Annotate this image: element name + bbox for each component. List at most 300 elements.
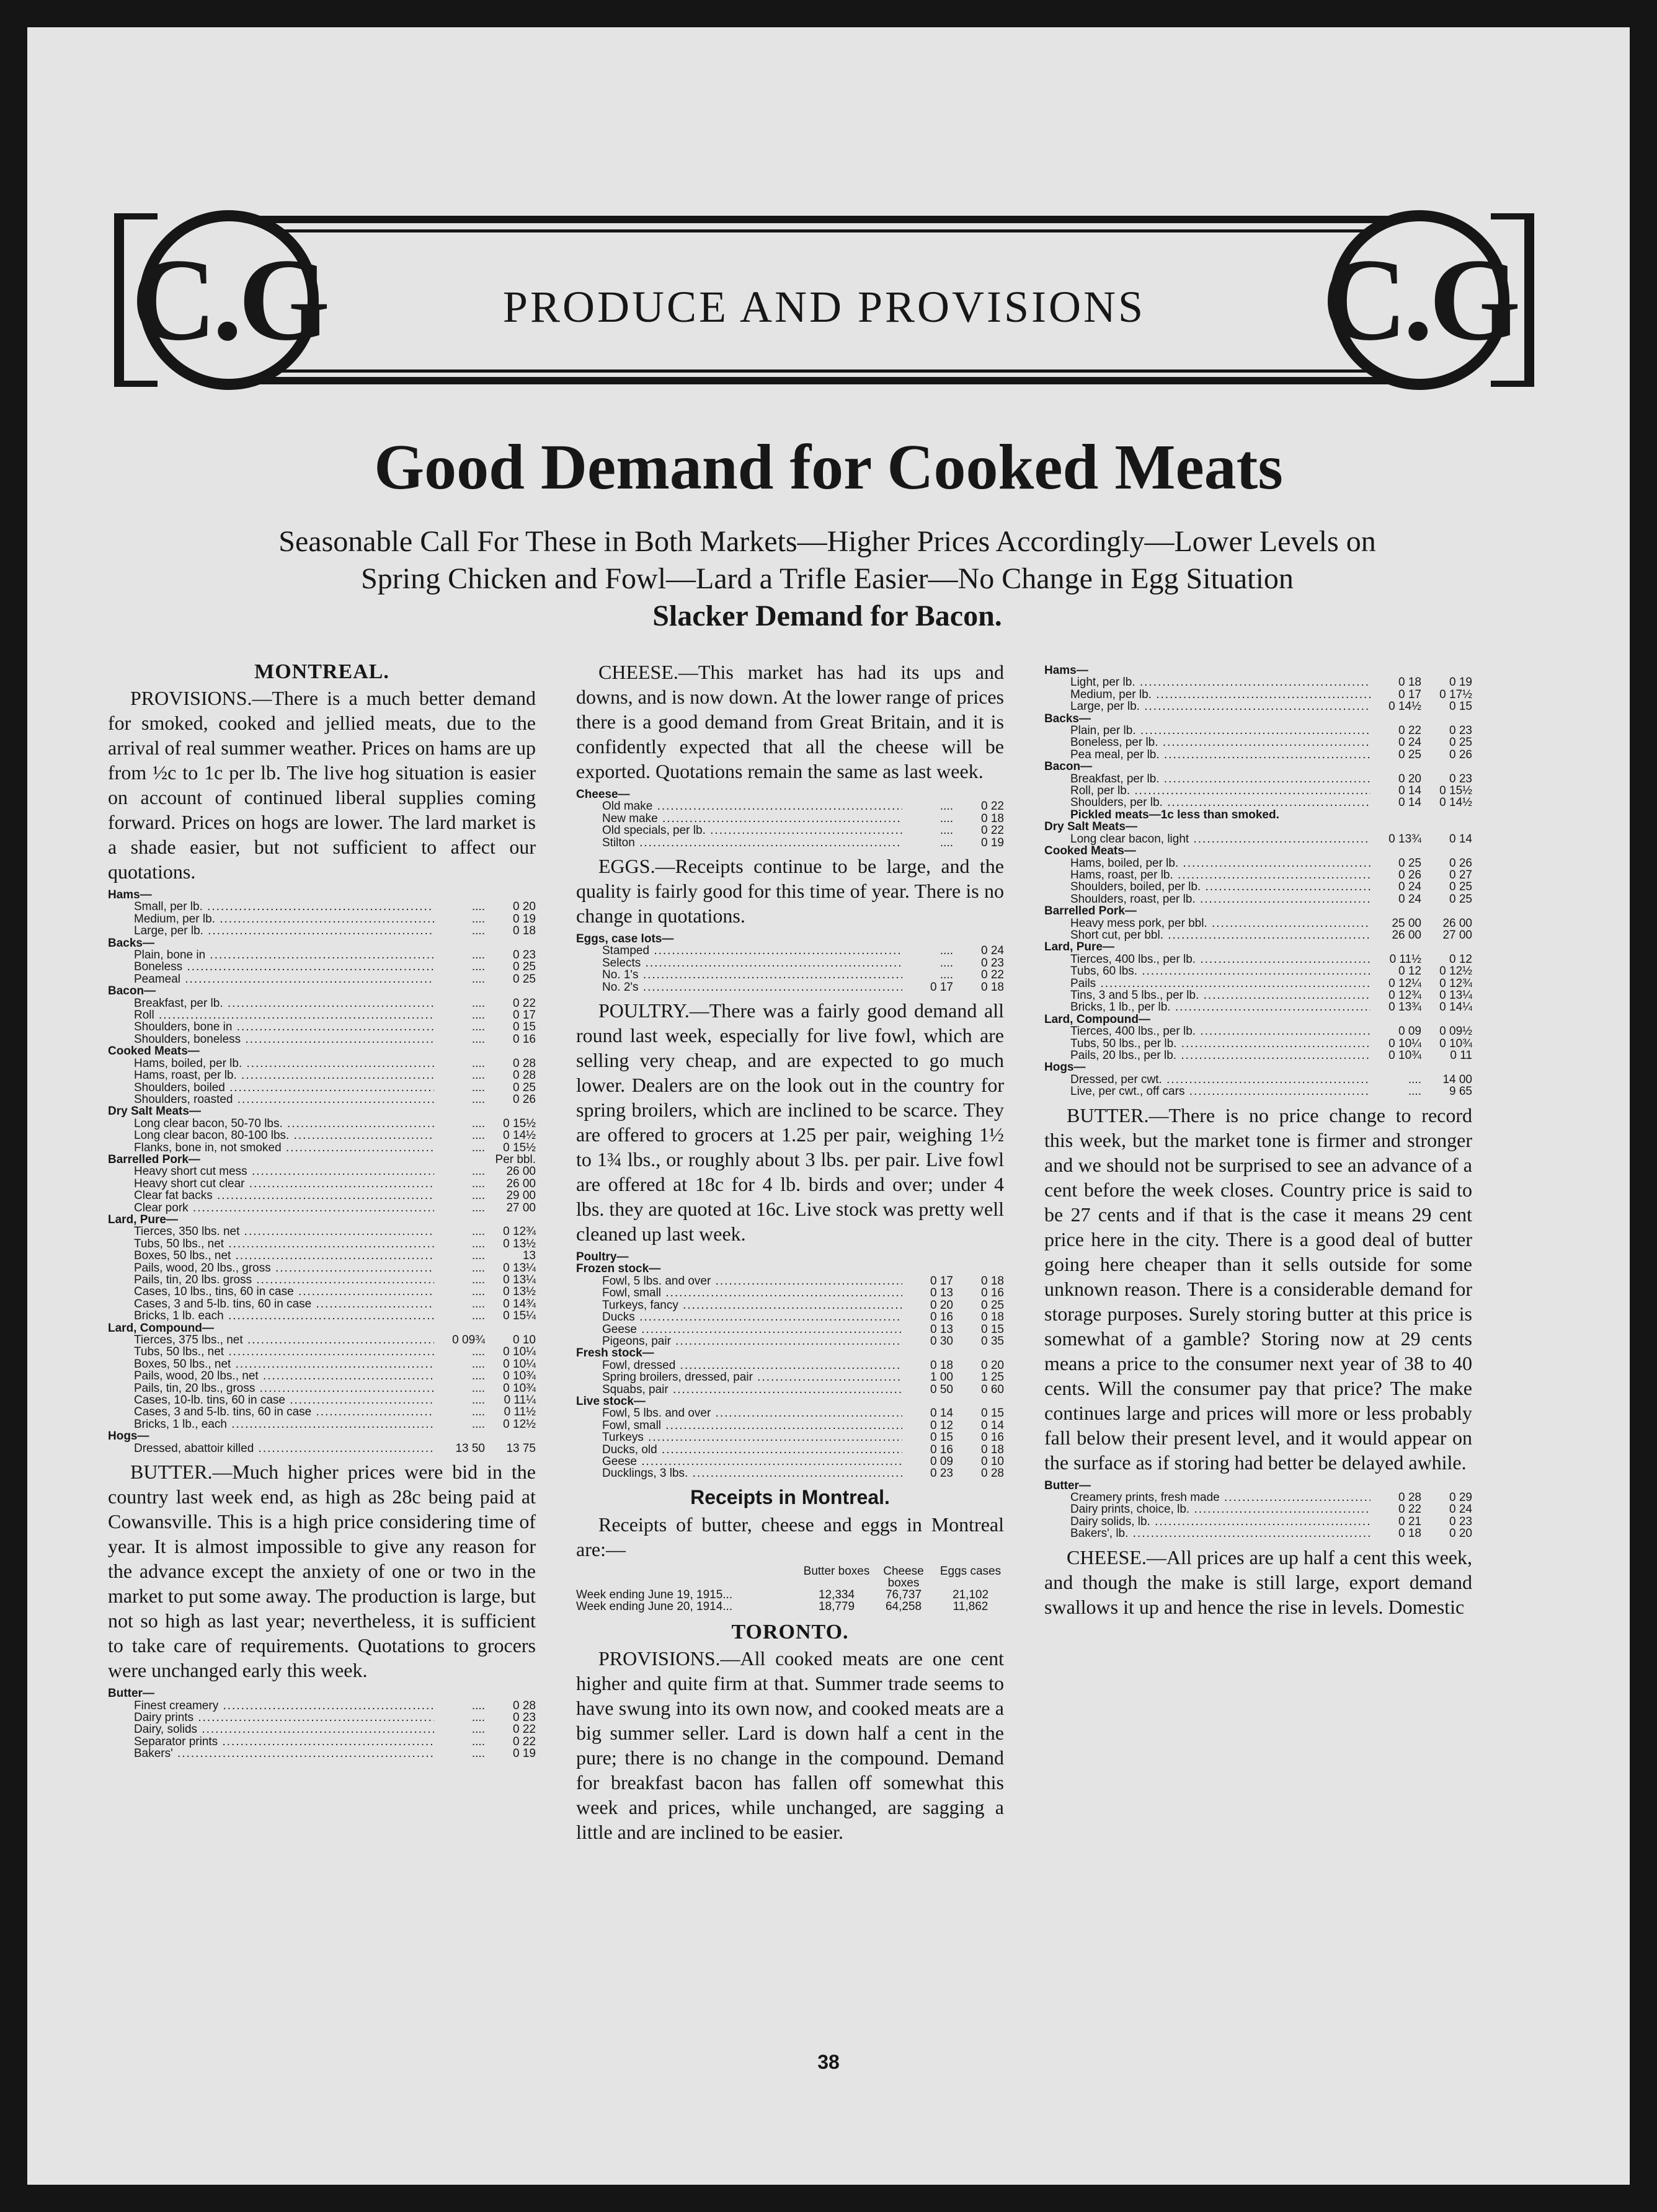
category-label: Fresh stock—	[576, 1347, 654, 1360]
price-high: 0 10¼	[503, 1357, 536, 1371]
table-row	[1044, 1086, 1472, 1097]
table-row	[1044, 1492, 1472, 1503]
item-name: Fowl, small .....	[576, 1420, 902, 1431]
category-label: Poultry—	[576, 1251, 629, 1263]
table-category-row	[1044, 1061, 1472, 1073]
table-row	[1044, 918, 1472, 929]
price-high: 0 28	[513, 1699, 536, 1712]
table-row	[1044, 1038, 1472, 1050]
table-row	[1044, 725, 1472, 737]
toronto-heading: TORONTO.	[731, 1620, 849, 1644]
price-high: 13 75	[506, 1441, 536, 1455]
table-row	[1044, 1074, 1472, 1086]
item-name: Bakers' .....	[108, 1748, 434, 1759]
item-name: Long clear bacon, 80-100 lbs. .....	[108, 1130, 434, 1141]
price-high: 0 10	[981, 1454, 1004, 1468]
category-label: Lard, Pure—	[1044, 941, 1114, 953]
price-high: 0 15	[981, 1407, 1004, 1420]
price-low: ....	[471, 1297, 485, 1311]
table-row	[108, 1118, 536, 1130]
price-low: 1 00	[930, 1371, 953, 1384]
item-name: Tubs, 50 lbs., per lb. .....	[1044, 1038, 1370, 1050]
item-name: Breakfast, per lb. .....	[1044, 773, 1370, 785]
item-name: Shoulders, bone in .....	[108, 1021, 434, 1033]
price-high: 0 25	[1449, 736, 1472, 750]
table-category-row	[108, 985, 536, 997]
price-high: 0 12¾	[503, 1225, 536, 1239]
price-high: 0 20	[1449, 1527, 1472, 1541]
category-label: Eggs, case lots—	[576, 933, 674, 945]
item-name: Tierces, 400 lbs., per lb. .....	[1044, 1025, 1370, 1037]
montreal-butter-text: BUTTER.—Much higher prices were bid in the country last week end, as high as 28c being paid at Cowansville. This is a high price considering time of year. It is almost impossible to give any reason for the advance except the anxiety of one or two in the market to put some away. The production is large, but not so high as last year; nevertheless, it is sufficient to take care of requirements. Quotations to grocers were unchanged early this week.	[108, 1461, 536, 1682]
price-low: ....	[471, 1357, 485, 1371]
table-row	[108, 913, 536, 925]
table-row	[576, 1311, 1004, 1323]
item-name: Bakers', lb. .....	[1044, 1528, 1370, 1539]
item-name: Hams, boiled, per lb. .....	[108, 1058, 434, 1069]
price-high: 0 60	[981, 1382, 1004, 1396]
price-high: 0 18	[981, 812, 1004, 825]
item-name: Shoulders, roasted .....	[108, 1094, 434, 1105]
category-label: Cooked Meats—	[1044, 845, 1136, 857]
price-low: 0 09	[930, 1454, 953, 1468]
price-high: 26 00	[506, 1177, 536, 1190]
table-category-row	[108, 937, 536, 949]
item-name: Tubs, 50 lbs., net .....	[108, 1346, 434, 1358]
montreal-butter-table	[108, 1688, 536, 1759]
table-category-row	[1044, 713, 1472, 725]
table-category-row	[108, 1430, 536, 1442]
category-label: Hogs—	[108, 1430, 149, 1443]
price-low: 0 12	[930, 1418, 953, 1432]
price-low: ....	[471, 1201, 485, 1214]
price-high: 0 11½	[504, 1405, 536, 1419]
table-row	[108, 1033, 536, 1045]
table-row	[576, 969, 1004, 981]
price-high: 26 00	[1442, 916, 1472, 930]
table-row	[108, 1069, 536, 1081]
receipts-cell: 12,334	[818, 1588, 855, 1601]
item-name: Clear pork .....	[108, 1202, 434, 1214]
item-name: New make .....	[576, 813, 902, 825]
table-row	[108, 961, 536, 973]
price-high: 0 18	[981, 1311, 1004, 1324]
table-category-row	[108, 1045, 536, 1057]
table-row	[1044, 797, 1472, 808]
price-high: 0 25	[513, 972, 536, 986]
item-name: Pails .....	[1044, 978, 1370, 989]
table-row	[576, 957, 1004, 969]
table-row	[1044, 1516, 1472, 1528]
price-high: 0 24	[981, 944, 1004, 958]
price-low: ....	[471, 900, 485, 914]
item-name: Pails, 20 lbs., per lb. .....	[1044, 1050, 1370, 1061]
table-row	[108, 1298, 536, 1310]
price-low: ....	[940, 956, 953, 970]
item-name: Fowl, 5 lbs. and over .....	[576, 1275, 902, 1287]
table-row	[1044, 929, 1472, 941]
price-high: 0 25	[513, 1081, 536, 1094]
price-low: ....	[471, 1747, 485, 1761]
table-row	[108, 1286, 536, 1298]
price-high: 0 22	[513, 1723, 536, 1736]
price-high: 9 65	[1449, 1085, 1472, 1099]
item-name: Heavy short cut mess .....	[108, 1166, 434, 1177]
price-low: 0 12¾	[1388, 988, 1421, 1002]
price-low: ....	[471, 1237, 485, 1250]
table-row	[1044, 965, 1472, 977]
price-low: 0 21	[1398, 1515, 1421, 1528]
table-row	[108, 1250, 536, 1262]
item-name: Tins, 3 and 5 lbs., per lb. .....	[1044, 989, 1370, 1001]
item-name: Large, per lb. .....	[108, 925, 434, 937]
table-row	[576, 1456, 1004, 1467]
price-high: 0 28	[513, 1056, 536, 1070]
price-high: 0 16	[513, 1032, 536, 1046]
table-row	[108, 1723, 536, 1735]
category-label: Hogs—	[1044, 1061, 1086, 1074]
column-2	[576, 660, 1004, 1844]
banner-end-left-foot	[114, 381, 158, 387]
item-name: Bricks, 1 lb., per lb. .....	[1044, 1001, 1370, 1013]
price-low: 0 12¼	[1388, 976, 1421, 990]
table-category-row	[1044, 1014, 1472, 1025]
table-category-row	[1044, 821, 1472, 833]
table-category-row	[576, 933, 1004, 945]
price-high: 0 22	[981, 968, 1004, 982]
item-name: Squabs, pair .....	[576, 1384, 902, 1396]
table-category-row	[108, 1688, 536, 1699]
category-label: Backs—	[1044, 712, 1091, 725]
price-high: 0 25	[1449, 892, 1472, 906]
price-low: ....	[471, 949, 485, 962]
receipts-row	[576, 1589, 1004, 1601]
item-name: Bricks, 1 lb., each .....	[108, 1418, 434, 1430]
table-row	[1044, 737, 1472, 748]
table-row	[108, 1190, 536, 1201]
banner-end-right	[1524, 213, 1534, 387]
item-name: Long clear bacon, light .....	[1044, 833, 1370, 845]
item-name: Dairy prints .....	[108, 1712, 434, 1723]
price-low: 0 14	[930, 1407, 953, 1420]
table-row	[576, 1384, 1004, 1396]
table-row	[108, 1736, 536, 1748]
table-row	[108, 1310, 536, 1322]
item-name: Roll .....	[108, 1009, 434, 1021]
banner-end-right-foot	[1491, 381, 1534, 387]
table-row	[108, 1238, 536, 1250]
price-low: 0 26	[1398, 868, 1421, 882]
price-low: 0 24	[1398, 736, 1421, 750]
price-low: ....	[471, 1273, 485, 1286]
table-row	[576, 837, 1004, 849]
category-label: Pickled meats—1c less than smoked.	[1070, 808, 1279, 821]
price-low: ....	[1408, 1073, 1421, 1086]
price-low: 0 24	[1398, 880, 1421, 894]
price-low: ....	[471, 1249, 485, 1263]
montreal-cheese-table	[576, 789, 1004, 849]
deck-line: Slacker Demand for Bacon.	[652, 599, 1002, 632]
item-name: Clear fat backs .....	[108, 1190, 434, 1201]
table-row	[576, 825, 1004, 836]
price-low: 0 11½	[1389, 952, 1421, 966]
price-high: 0 13½	[503, 1285, 536, 1299]
receipts-cell: 21,102	[952, 1588, 989, 1601]
deck-line: Spring Chicken and Fowl—Lard a Trifle Easier—No Change in Egg Situation	[361, 562, 1294, 595]
cg-logo-left: C.G	[139, 210, 319, 390]
table-row	[1044, 833, 1472, 845]
deck-line: Seasonable Call For These in Both Markets—Higher Prices Accordingly—Lower Levels on	[278, 525, 1376, 558]
item-name: Roll, per lb. .....	[1044, 785, 1370, 797]
toronto-butter-text: BUTTER.—There is no price change to record this week, but the market tone is firmer and stronger and we should not be surprised to see an advance of a cent before the week closes. Country price is said to be 27 cents and if that is the case it means 29 cent price here in the city. There is a good deal of butter going here cheaper than it sells outside for some unknown reason. There is a considerable demand for storage purposes. Surely storing butter at this price is somewhat of a gamble? Storing now at 29 cents means a price to the consumer next year of 38 to 40 cents. Will the consumer pay that price? The make continues large and prices will more or less probably fall below their present level, and it would appear on the surface as if storing had better be delayed awhile.	[1044, 1104, 1472, 1474]
item-name: Tierces, 400 lbs., per lb. .....	[1044, 953, 1370, 965]
item-name: Geese .....	[576, 1324, 902, 1335]
price-low: ....	[471, 1129, 485, 1143]
price-low: 0 14½	[1388, 700, 1421, 714]
price-high: 0 25	[1449, 880, 1472, 894]
price-low: ....	[940, 824, 953, 838]
item-name: Ducks .....	[576, 1311, 902, 1323]
table-row	[108, 973, 536, 985]
table-row	[1044, 785, 1472, 797]
price-high: 0 23	[1449, 724, 1472, 738]
table-row	[1044, 893, 1472, 905]
price-low: ....	[471, 1723, 485, 1736]
table-row	[576, 1275, 1004, 1287]
price-high: 0 28	[981, 1467, 1004, 1480]
price-high: 0 10	[513, 1334, 536, 1347]
price-high: 0 23	[1449, 1515, 1472, 1528]
table-row	[576, 800, 1004, 812]
price-low: 0 13¾	[1388, 1001, 1421, 1014]
price-high: 0 13¼	[503, 1261, 536, 1275]
table-row	[108, 1712, 536, 1723]
item-name: Heavy short cut clear .....	[108, 1178, 434, 1190]
cg-logo-right: C.G	[1330, 210, 1509, 390]
item-name: Dairy prints, choice, lb. .....	[1044, 1503, 1370, 1515]
receipts-row-label: Week ending June 20, 1914...	[576, 1599, 733, 1613]
table-category-row	[108, 1154, 536, 1166]
item-name: Creamery prints, fresh made .....	[1044, 1492, 1370, 1503]
receipts-header-row	[576, 1565, 1004, 1589]
table-row	[1044, 1025, 1472, 1037]
table-row	[108, 925, 536, 937]
item-name: Cases, 10 lbs., tins, 60 in case .....	[108, 1286, 434, 1298]
price-high: 0 27	[1449, 868, 1472, 882]
item-name: Pails, wood, 20 lbs., net .....	[108, 1370, 434, 1382]
price-high: 0 23	[513, 1710, 536, 1724]
receipts-row-label: Week ending June 19, 1915...	[576, 1588, 733, 1601]
table-row	[576, 813, 1004, 825]
toronto-cheese-text: CHEESE.—All prices are up half a cent this week, and though the make is still large, export demand swallows it up and hence the rise in levels. Domestic	[1044, 1546, 1472, 1618]
price-high: 0 10¾	[503, 1369, 536, 1383]
table-category-row	[1044, 761, 1472, 772]
item-name: Heavy mess pork, per bbl. .....	[1044, 918, 1370, 929]
category-label: Backs—	[108, 937, 154, 950]
price-high: 29 00	[506, 1189, 536, 1203]
receipts-heading: Receipts in Montreal.	[690, 1485, 890, 1508]
price-high: 0 15	[513, 1020, 536, 1034]
item-name: Large, per lb. .....	[1044, 701, 1370, 712]
price-low: 0 16	[930, 1311, 953, 1324]
price-low: 0 22	[1398, 1503, 1421, 1516]
banner-end-right-cap	[1491, 213, 1534, 219]
item-name: Dairy solids, lb. .....	[1044, 1516, 1370, 1528]
price-high: 0 14	[1449, 832, 1472, 846]
price-low: ....	[471, 1710, 485, 1724]
price-low: ....	[471, 1032, 485, 1046]
price-low: ....	[471, 1189, 485, 1203]
price-low: ....	[471, 924, 485, 938]
price-low: ....	[471, 1735, 485, 1748]
item-name: Flanks, bone in, not smoked .....	[108, 1142, 434, 1154]
price-high: 0 15	[981, 1322, 1004, 1336]
price-high: 0 15½	[1439, 784, 1472, 798]
price-high: 0 14½	[503, 1129, 536, 1143]
montreal-cheese-text: CHEESE.—This market has had its ups and downs, and is now down. At the lower range of prices there is a good demand from Great Britain, and it is confidently expected that all the cheese will be exported. Quotations remain the same as last week.	[576, 661, 1004, 782]
item-name: Boneless .....	[108, 961, 434, 973]
item-name: Old make .....	[576, 800, 902, 812]
receipts-cell: 11,862	[953, 1599, 988, 1613]
table-row	[108, 1009, 536, 1021]
item-name: Old specials, per lb. .....	[576, 825, 902, 836]
table-category-row	[1044, 665, 1472, 676]
item-name: Dairy, solids .....	[108, 1723, 434, 1735]
price-low: ....	[471, 996, 485, 1010]
price-high: 0 22	[513, 996, 536, 1010]
table-row	[108, 1358, 536, 1370]
price-low: ....	[471, 1092, 485, 1106]
table-row	[108, 901, 536, 913]
price-low: 0 09	[1398, 1025, 1421, 1038]
item-name: No. 1's .....	[576, 969, 902, 981]
receipts-table	[576, 1565, 1004, 1613]
price-high: 0 23	[1449, 772, 1472, 785]
table-row	[108, 1406, 536, 1418]
category-label: Barrelled Pork—	[108, 1153, 200, 1166]
category-label: Frozen stock—	[576, 1263, 661, 1275]
price-low: 0 18	[1398, 1527, 1421, 1541]
item-name: Geese .....	[576, 1456, 902, 1467]
table-category-row	[1044, 1480, 1472, 1492]
item-name: Pails, wood, 20 lbs., gross .....	[108, 1262, 434, 1274]
price-low: ....	[940, 836, 953, 849]
item-name: Medium, per lb. .....	[108, 913, 434, 925]
table-row	[576, 1299, 1004, 1311]
item-name: Cases, 10-lb. tins, 60 in case .....	[108, 1394, 434, 1406]
price-low: 0 18	[1398, 676, 1421, 689]
price-high: 0 25	[513, 960, 536, 974]
price-high: 0 18	[981, 980, 1004, 994]
table-row	[108, 949, 536, 961]
price-high: 0 18	[981, 1274, 1004, 1288]
price-high: 13	[522, 1249, 536, 1263]
price-high: 0 29	[1449, 1491, 1472, 1505]
price-low: ....	[471, 1394, 485, 1407]
item-name: Live, per cwt., off cars .....	[1044, 1086, 1370, 1097]
item-name: Pails, tin, 20 lbs., gross .....	[108, 1382, 434, 1394]
price-low: ....	[471, 1069, 485, 1082]
table-row	[108, 1178, 536, 1190]
price-high: 0 35	[981, 1334, 1004, 1348]
price-high: 27 00	[506, 1201, 536, 1214]
price-high: 0 17	[513, 1009, 536, 1022]
table-row	[1044, 773, 1472, 785]
item-name: Plain, bone in .....	[108, 949, 434, 961]
price-high: 0 16	[981, 1431, 1004, 1444]
item-name: Hams, boiled, per lb. .....	[1044, 857, 1370, 869]
price-high: Per bbl.	[495, 1152, 536, 1166]
category-label: Cheese—	[576, 789, 630, 801]
table-row	[108, 1021, 536, 1033]
price-low: 0 28	[1398, 1491, 1421, 1505]
item-name: Spring broilers, dressed, pair .....	[576, 1371, 902, 1383]
item-name: Dressed, per cwt. .....	[1044, 1074, 1370, 1086]
table-row	[108, 1166, 536, 1177]
item-name: Boneless, per lb. .....	[1044, 737, 1370, 748]
category-label: Dry Salt Meats—	[108, 1105, 201, 1118]
column-3	[1044, 660, 1472, 1619]
price-low: 0 15	[930, 1431, 953, 1444]
price-low: ....	[471, 1345, 485, 1359]
price-low: 0 17	[1398, 688, 1421, 701]
table-category-row	[1044, 845, 1472, 857]
table-row	[1044, 881, 1472, 893]
item-name: Long clear bacon, 50-70 lbs. .....	[108, 1118, 434, 1130]
table-row	[108, 1700, 536, 1712]
item-name: No. 2's .....	[576, 981, 902, 993]
price-low: 0 13¾	[1388, 832, 1421, 846]
price-low: 0 50	[930, 1382, 953, 1396]
table-category-row	[108, 1105, 536, 1117]
price-low: ....	[471, 1177, 485, 1190]
price-high: 0 14	[981, 1418, 1004, 1432]
price-high: 0 15	[1449, 700, 1472, 714]
table-row	[108, 1130, 536, 1141]
price-high: 0 19	[513, 912, 536, 926]
price-low: ....	[471, 972, 485, 986]
item-name: Fowl, dressed .....	[576, 1360, 902, 1371]
item-name: Boxes, 50 lbs., net .....	[108, 1250, 434, 1262]
price-low: ....	[471, 1165, 485, 1179]
item-name: Turkeys .....	[576, 1431, 902, 1443]
table-category-row	[1044, 941, 1472, 953]
table-row	[1044, 749, 1472, 761]
price-low: 0 18	[930, 1358, 953, 1372]
receipts-cell: 18,779	[818, 1599, 855, 1613]
toronto-provisions-text: PROVISIONS.—All cooked meats are one cent higher and quite firm at that. Summer trade seems to have swung into its own now, and cooked meats are a big summer seller. Lard is down half a cent in the pure; there is no change in the compound. Demand for breakfast bacon has fallen off somewhat this week and prices, while unchanged, are sagging a little and are inclined to be easier.	[576, 1647, 1004, 1843]
table-row	[1044, 1001, 1472, 1013]
price-low: ....	[471, 1285, 485, 1299]
table-category-row	[576, 1396, 1004, 1407]
price-low: 0 17	[930, 1274, 953, 1288]
category-label: Cooked Meats—	[108, 1045, 200, 1058]
banner-end-left-cap	[114, 213, 158, 219]
price-low: 0 12	[1398, 965, 1421, 978]
category-label: Butter—	[1044, 1479, 1091, 1492]
table-row	[1044, 1050, 1472, 1061]
price-high: 0 11¼	[504, 1394, 536, 1407]
price-low: ....	[471, 1141, 485, 1154]
price-low: 13 50	[455, 1441, 485, 1455]
column-1	[108, 660, 536, 1765]
price-low: 0 09¾	[452, 1334, 485, 1347]
receipts-cell: 76,737	[885, 1588, 922, 1601]
item-name: Dressed, abattoir killed .....	[108, 1443, 434, 1454]
banner-end-left	[114, 213, 124, 387]
price-high: 0 12½	[1439, 965, 1472, 978]
price-high: 0 13¼	[1439, 988, 1472, 1002]
